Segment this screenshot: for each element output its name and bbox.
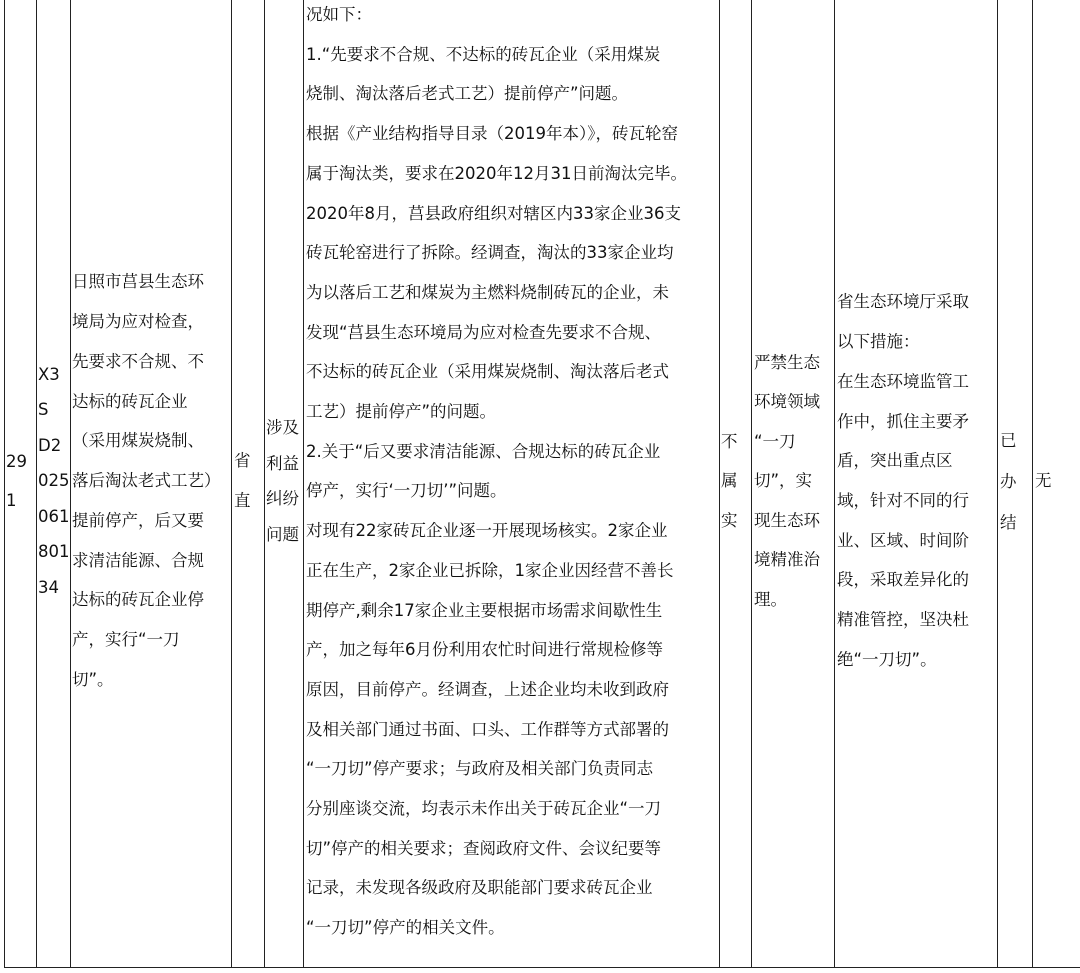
- investigation-line: “一刀切”停产要求；与政府及相关部门负责同志: [306, 759, 654, 779]
- rectification-goal-cell: [752, 0, 835, 968]
- complaint-line: 提前停产，后又要: [72, 510, 204, 530]
- investigation-line: 分别座谈交流，均表示未作出关于砖瓦企业“一刀: [306, 799, 662, 819]
- complaint-line: 日照市莒县生态环: [72, 272, 204, 292]
- investigation-line: 停产，实行‘一刀切’”问题。: [306, 481, 507, 501]
- case-code-line: 061: [38, 506, 70, 526]
- measures-line: 域，针对不同的行: [837, 491, 969, 510]
- complaint-line: 切”。: [72, 670, 114, 690]
- investigation-line: 发现“莒县生态环境局为应对检查先要求不合规、: [306, 322, 662, 342]
- investigation-line: 原因，目前停产。经调查，上述企业均未收到政府: [306, 679, 669, 699]
- complaint-line: 先要求不合规、不: [72, 351, 204, 371]
- case-code-line: 025: [38, 471, 70, 491]
- investigation-line: 况如下：: [306, 5, 372, 24]
- row-number-line: 1: [6, 491, 17, 510]
- rectification-goal-line: 现生态环: [754, 510, 820, 530]
- pollution-type-line: 问题: [266, 524, 299, 544]
- case-code-line: X3S: [38, 364, 60, 420]
- investigation-line: 及相关部门通过书面、口头、工作群等方式部署的: [306, 719, 669, 739]
- status-cell: [998, 0, 1033, 968]
- investigation-line: 烧制、淘汰落后老式工艺）提前停产”问题。: [306, 84, 629, 104]
- measures-line: 精准管控，坚决杜: [837, 610, 969, 630]
- complaint-line: （采用煤炭烧制、: [72, 431, 204, 451]
- measures-line: 业、区域、时间阶: [837, 530, 969, 550]
- investigation-line: 根据《产业结构指导目录（2019年本）》，砖瓦轮窑: [306, 124, 678, 144]
- investigation-line: 对现有22家砖瓦企业逐一开展现场核实。2家企业: [306, 521, 668, 541]
- investigation-line: 切”停产的相关要求；查阅政府文件、会议纪要等: [306, 838, 662, 858]
- complaint-line: 产，实行“一刀: [72, 630, 180, 650]
- investigation-line: 1.“先要求不合规、不达标的砖瓦企业（采用煤炭: [306, 44, 661, 64]
- status-line: 结: [1000, 512, 1017, 532]
- measures-line: 盾，突出重点区: [837, 451, 953, 471]
- investigation-line: 属于淘汰类，要求在2020年12月31日前淘汰完毕。: [306, 163, 687, 183]
- table-row: [5, 0, 1080, 968]
- pollution-type-cell: [265, 0, 304, 968]
- verdict-line: 不: [721, 431, 738, 451]
- accountability-cell: [1033, 0, 1080, 968]
- investigation-line: 工艺）提前停产”的问题。: [306, 402, 497, 422]
- measures-line: 省生态环境厅采取: [837, 292, 969, 312]
- measures-line: 作中，抓住主要矛: [837, 411, 969, 431]
- measures-line: 以下措施：: [837, 332, 920, 352]
- complaint-line: 境局为应对检查，: [72, 311, 204, 331]
- complaint-line: 达标的砖瓦企业停: [72, 590, 204, 610]
- accountability-value: 无: [1035, 471, 1052, 491]
- verdict-cell: [720, 0, 752, 968]
- complaint-line: 求清洁能源、合规: [72, 550, 204, 570]
- rectification-goal-line: 环境领域: [754, 392, 820, 412]
- rectification-goal-line: 切”，实: [754, 471, 813, 491]
- verdict-line: 属: [721, 471, 738, 491]
- investigation-line: 记录，未发现各级政府及职能部门要求砖瓦企业: [306, 878, 653, 898]
- status-line: 已: [1000, 430, 1017, 450]
- admin-area-cell: [232, 0, 265, 968]
- case-code-line: 801: [38, 542, 70, 562]
- row-number-line: 29: [6, 452, 27, 471]
- complaint-content-cell: [71, 0, 232, 968]
- rectification-goal-line: 严禁生态: [754, 352, 820, 372]
- status-line: 办: [1000, 471, 1017, 491]
- investigation-line: 为以落后工艺和煤炭为主燃料烧制砖瓦的企业，未: [306, 282, 669, 302]
- pollution-type-line: 利益: [266, 453, 299, 473]
- rectification-goal-line: 理。: [754, 589, 787, 609]
- pollution-type-line: 纠纷: [266, 489, 299, 508]
- rectification-measures-cell: [835, 0, 998, 968]
- investigation-line: 砖瓦轮窑进行了拆除。经调查，淘汰的33家企业均: [306, 243, 674, 263]
- investigation-details-cell: [304, 0, 720, 968]
- measures-line: 绝“一刀切”。: [837, 649, 937, 669]
- investigation-line: 期停产,剩余17家企业主要根据市场需求间歇性生: [306, 600, 663, 620]
- admin-area-line: 省: [234, 451, 251, 471]
- complaint-line: 落后淘汰老式工艺）: [72, 471, 221, 491]
- case-code-line: D2: [38, 435, 62, 455]
- investigation-line: 不达标的砖瓦企业（采用煤炭烧制、淘汰落后老式: [306, 362, 669, 382]
- investigation-line: 正在生产，2家企业已拆除，1家企业因经营不善长: [306, 560, 674, 580]
- case-table: [4, 0, 1080, 968]
- rectification-goal-line: “一刀: [754, 431, 796, 451]
- measures-line: 在生态环境监管工: [837, 371, 969, 391]
- row-number-cell: [5, 0, 37, 968]
- investigation-line: 2.关于“后又要求清洁能源、合规达标的砖瓦企业: [306, 441, 661, 461]
- case-code-cell: [37, 0, 71, 968]
- case-code-line: 34: [38, 577, 59, 597]
- complaint-line: 达标的砖瓦企业: [72, 391, 188, 411]
- verdict-line: 实: [721, 510, 738, 530]
- rectification-goal-line: 境精准治: [754, 550, 820, 570]
- pollution-type-line: 涉及: [266, 418, 299, 437]
- investigation-line: 2020年8月，莒县政府组织对辖区内33家企业36支: [306, 203, 681, 223]
- investigation-line: 产，加之每年6月份利用农忙时间进行常规检修等: [306, 640, 663, 660]
- investigation-line: “一刀切”停产的相关文件。: [306, 918, 505, 938]
- measures-line: 段，采取差异化的: [837, 570, 969, 590]
- admin-area-line: 直: [234, 491, 251, 510]
